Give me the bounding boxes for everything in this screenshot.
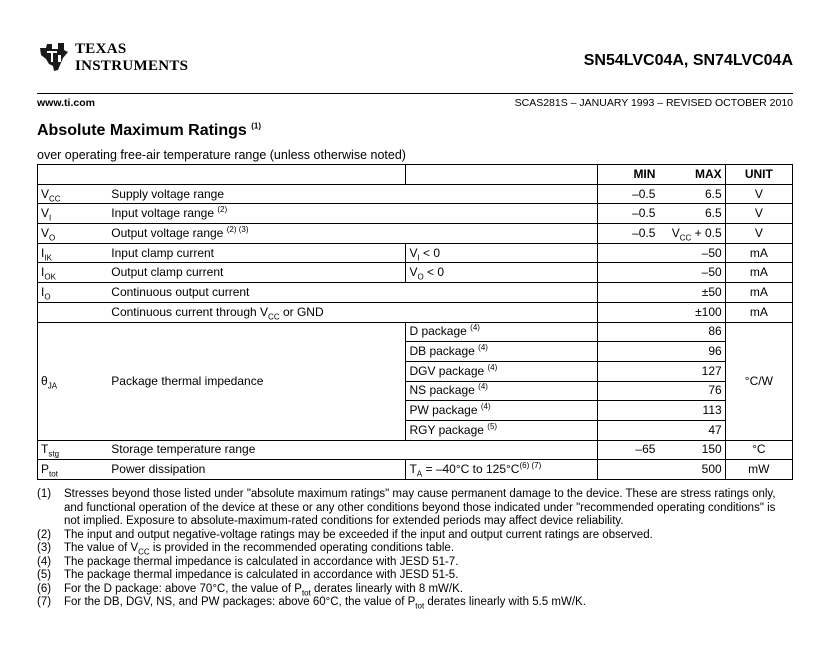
table-row <box>38 243 793 263</box>
thermal-symbol: $\theta_{JA}$ <box>38 322 109 440</box>
row-symbol: $T_{stg}$ <box>38 440 109 460</box>
package-max: 113 <box>658 401 725 421</box>
footnote: (4) The package thermal impedance is calculated in accordance with JESD 51-7. <box>37 555 459 568</box>
row-condition: $V_O < 0$ <box>406 263 598 283</box>
section-title <box>37 122 261 140</box>
row-max: 6.5 <box>658 184 725 204</box>
row-parameter: Output clamp current <box>108 263 406 283</box>
ratings-table <box>37 164 793 480</box>
website-link[interactable]: www.ti.com <box>37 97 95 109</box>
table-row <box>38 263 793 283</box>
row-unit: mA <box>725 302 792 322</box>
table-row <box>38 322 793 342</box>
footnote: (6) For the D package: above 70°C, the value of $P_{tot}$ derates linearly with 8 mW/K. <box>37 582 463 597</box>
table-row <box>38 204 793 224</box>
row-parameter: Continuous current through $V_{CC}$ or GND <box>108 302 406 322</box>
header-min: MIN <box>598 165 659 185</box>
row-max: ±50 <box>658 283 725 303</box>
section-title-note: (1) <box>251 121 262 131</box>
row-symbol: $V_I$ <box>38 204 109 224</box>
package-max: 127 <box>658 361 725 381</box>
row-unit: °C <box>725 440 792 460</box>
row-min: –0.5 <box>598 224 659 244</box>
package-name: PW package $^{(4)}$ <box>406 401 598 421</box>
table-row <box>38 283 793 303</box>
row-min: –0.5 <box>598 184 659 204</box>
section-subtitle: over operating free-air temperature range (unless otherwise noted) <box>37 148 406 162</box>
footnote: (1) Stresses beyond those listed under "absolute maximum ratings" may cause permanent damage to the device. These are stress ratings only, and functional operation of the device at these or any other conditions beyond those indicated under "recommended operating conditions" is not implied. Exposure to absolute-maximum-rated conditions for extended periods may affect device reliability. <box>37 488 776 527</box>
footnote: (7) For the DB, DGV, NS, and PW packages: above 60°C, the value of $P_{tot}$ derates linearly with 5.5 mW/K. <box>37 596 586 611</box>
row-unit: mA <box>725 263 792 283</box>
table-row <box>38 184 793 204</box>
row-min: –0.5 <box>598 204 659 224</box>
footnotes <box>37 488 793 610</box>
table-row <box>38 302 793 322</box>
row-condition: $V_I < 0$ <box>406 243 598 263</box>
header-unit: UNIT <box>725 165 792 185</box>
row-unit: V <box>725 184 792 204</box>
doc-title: SN54LVC04A, SN74LVC04A <box>583 52 793 69</box>
ti-logo <box>37 40 187 76</box>
package-name: DB package $^{(4)}$ <box>406 342 598 362</box>
row-symbol: $I_{IK}$ <box>38 243 109 263</box>
footnote: (2) The input and output negative-voltage ratings may be exceeded if the input and output current ratings are observed. <box>37 528 653 541</box>
footnote: (3) The value of $V_{CC}$ is provided in the recommended operating conditions table. <box>37 542 455 557</box>
row-unit: V <box>725 224 792 244</box>
header-max: MAX <box>658 165 725 185</box>
package-name: DGV package $^{(4)}$ <box>406 361 598 381</box>
row-symbol: $V_O$ <box>38 224 109 244</box>
row-min: –65 <box>598 440 659 460</box>
row-max: 150 <box>658 440 725 460</box>
row-symbol: $P_{tot}$ <box>38 460 109 480</box>
row-symbol: $I_O$ <box>38 283 109 303</box>
ti-logo-icon <box>37 40 71 74</box>
package-name: NS package $^{(4)}$ <box>406 381 598 401</box>
section-title-text: Absolute Maximum Ratings <box>37 122 247 139</box>
table-header-row <box>38 165 793 185</box>
row-parameter: Continuous output current <box>108 283 406 303</box>
table-row <box>38 460 793 480</box>
row-parameter: Power dissipation <box>108 460 406 480</box>
row-unit: mA <box>725 243 792 263</box>
doc-number: SCAS281S – JANUARY 1993 – REVISED OCTOBER 2010 <box>514 97 793 109</box>
row-max: 6.5 <box>658 204 725 224</box>
row-unit: mW <box>725 460 792 480</box>
row-parameter: Input voltage range $^{(2)}$ <box>108 204 406 224</box>
thermal-unit: °C/W <box>725 322 792 440</box>
logo-text-line2: INSTRUMENTS <box>75 58 189 74</box>
row-parameter: Input clamp current <box>108 243 406 263</box>
thermal-parameter: Package thermal impedance <box>108 322 406 440</box>
row-parameter: Storage temperature range <box>108 440 406 460</box>
package-name: D package $^{(4)}$ <box>406 322 598 342</box>
package-max: 47 <box>658 420 725 440</box>
row-unit: V <box>725 204 792 224</box>
row-parameter: Output voltage range $^{(2) (3)}$ <box>108 224 406 244</box>
logo-text-line1: TEXAS <box>75 41 127 57</box>
package-name: RGY package $^{(5)}$ <box>406 420 598 440</box>
row-condition: $T_A = -40^\circ C$ to $125^\circ C^{(6) (7)}$ <box>406 460 598 480</box>
row-max: 500 <box>658 460 725 480</box>
row-parameter: Supply voltage range <box>108 184 406 204</box>
footnote: (5) The package thermal impedance is calculated in accordance with JESD 51-5. <box>37 569 459 581</box>
package-max: 86 <box>658 322 725 342</box>
row-max: –50 <box>658 243 725 263</box>
row-symbol: $I_{OK}$ <box>38 263 109 283</box>
row-max: $V_{CC} + 0.5$ <box>658 224 725 244</box>
row-max: –50 <box>658 263 725 283</box>
package-max: 76 <box>658 381 725 401</box>
row-symbol: $V_{CC}$ <box>38 184 109 204</box>
header-divider <box>37 93 793 94</box>
package-max: 96 <box>658 342 725 362</box>
row-unit: mA <box>725 283 792 303</box>
table-row <box>38 440 793 460</box>
row-max: ±100 <box>658 302 725 322</box>
table-row <box>38 224 793 244</box>
